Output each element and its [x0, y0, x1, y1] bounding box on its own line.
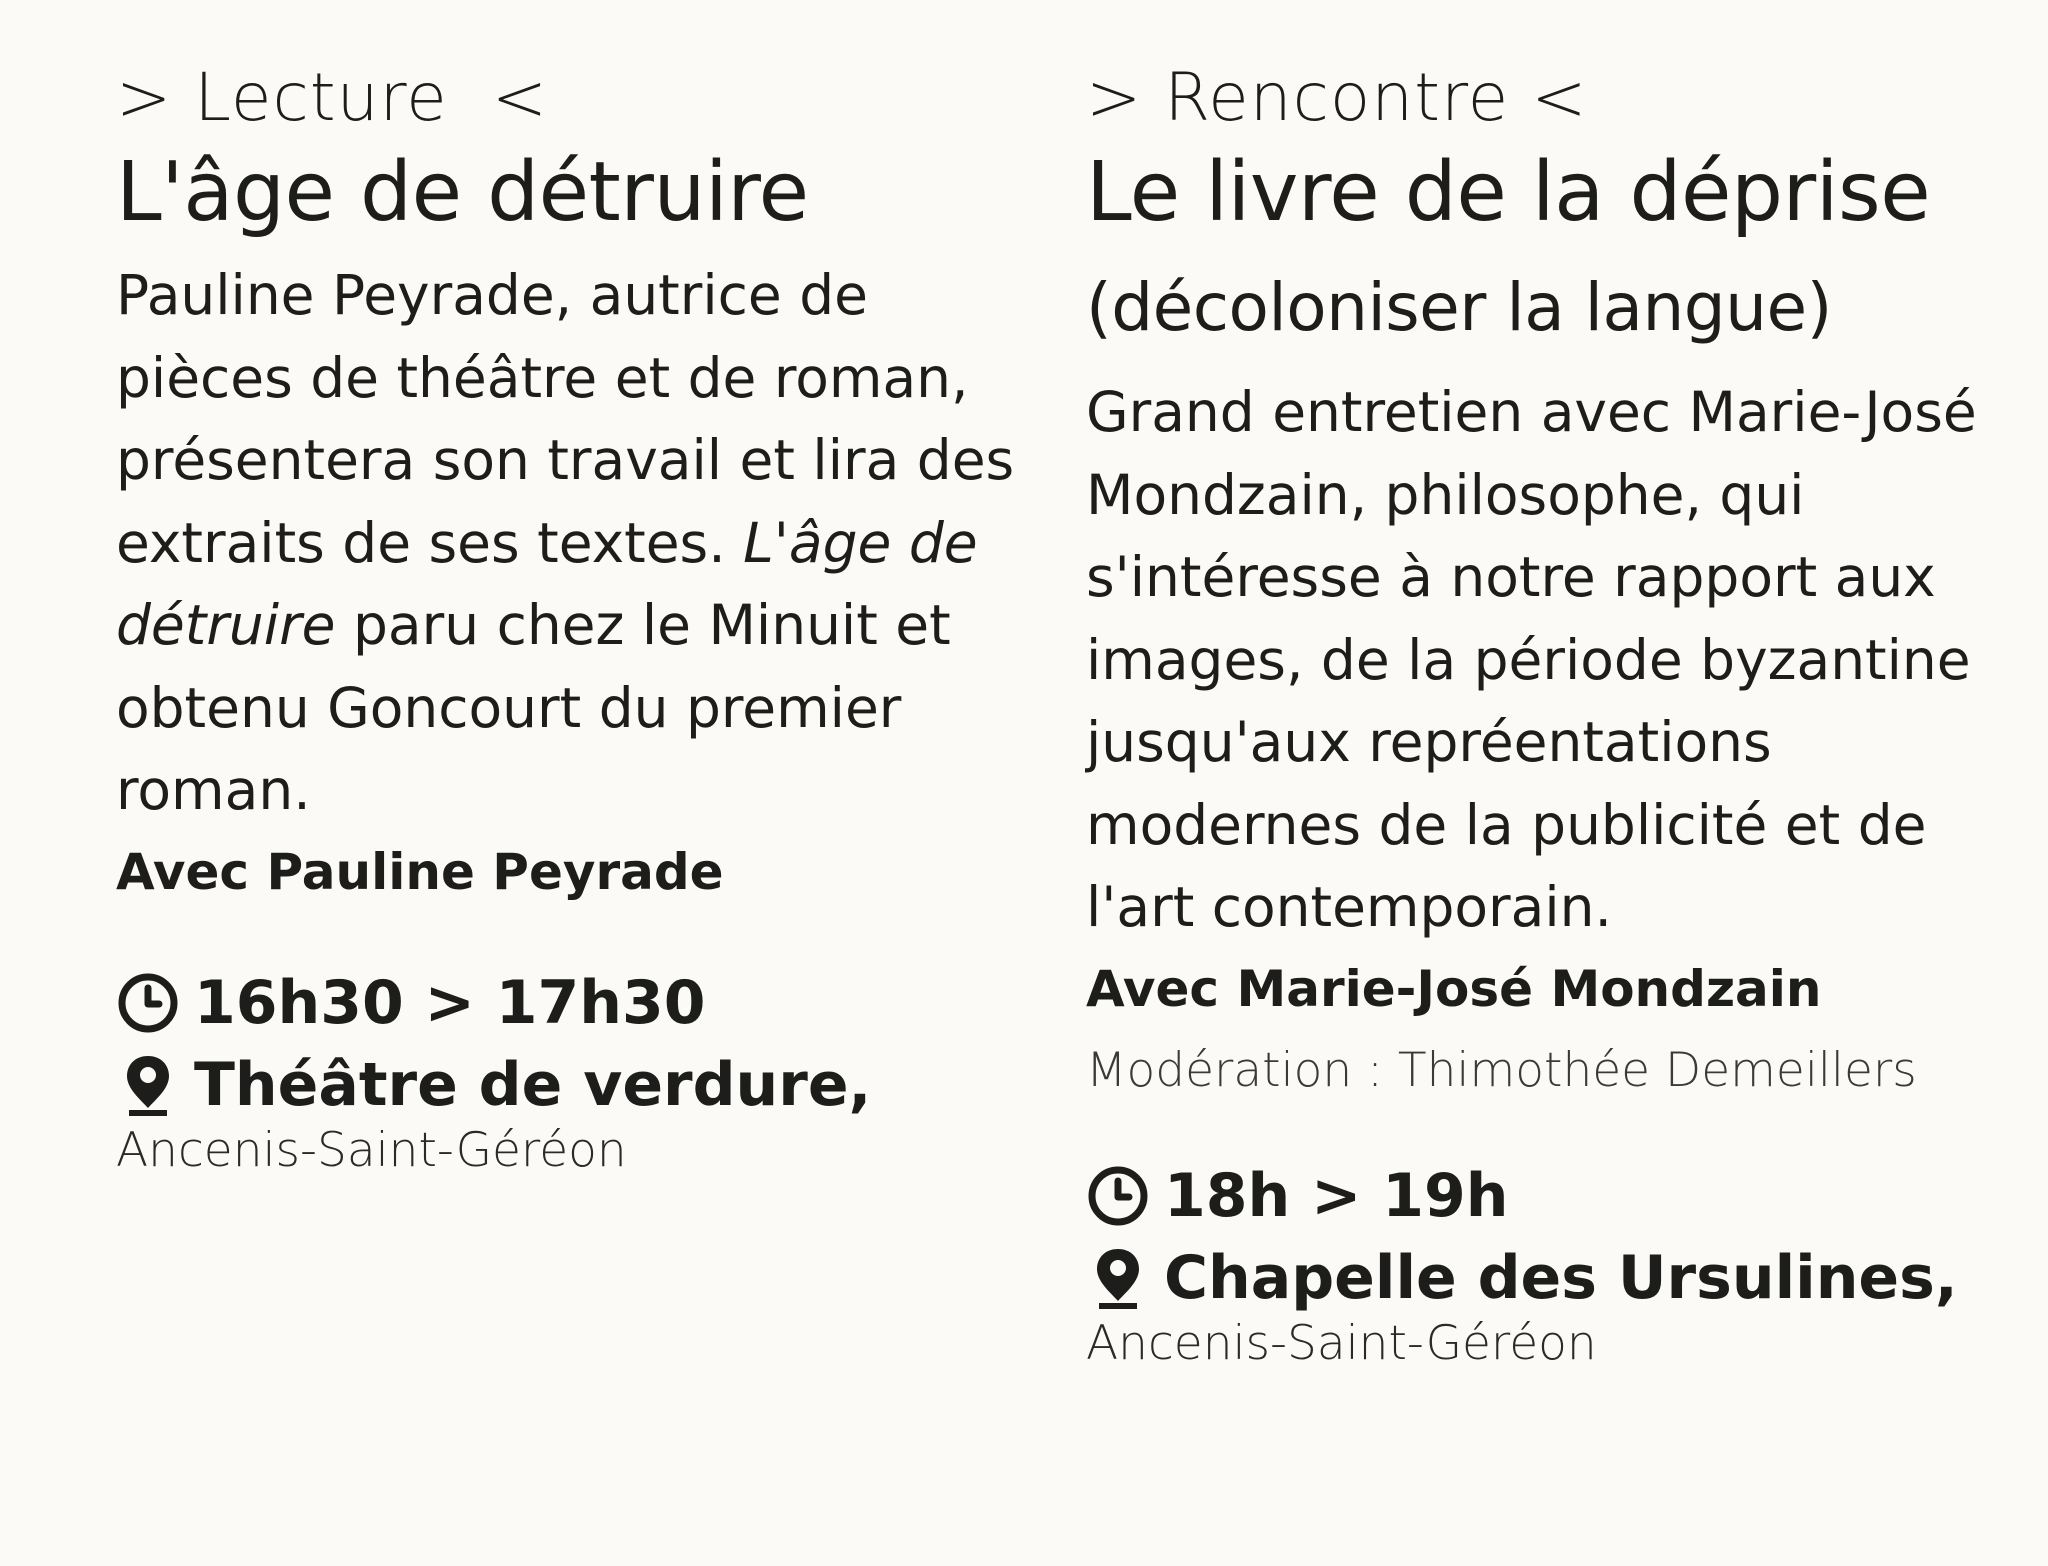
event-rencontre — [1086, 58, 2016, 1369]
event-subtitle: (décoloniser la langue) — [1086, 269, 1832, 346]
event-description — [116, 254, 1016, 832]
event-description: Grand entretien avec Marie-José Mondzain, philosophe, qui s'intéresse à notre rapport aux images, de la période byzantine jusqu'aux repréentations modernes de la publicité et de l'art contemporain. — [1086, 380, 1977, 939]
event-category: > Rencontre < — [1086, 59, 1588, 136]
map-pin-icon — [116, 1052, 180, 1118]
book-title: L'âge de détruire — [116, 510, 978, 657]
map-pin-icon — [1086, 1245, 1150, 1311]
event-place-text: Théâtre de verdure, — [194, 1049, 872, 1120]
event-info — [116, 962, 1016, 1176]
event-guest: Avec Marie-José Mondzain — [1086, 959, 1822, 1018]
event-place — [116, 1044, 1016, 1126]
event-time-text: 18h > 19h — [1164, 1160, 1509, 1231]
clock-icon — [1086, 1165, 1150, 1227]
description-text-end: paru chez le Minuit et obtenu Goncourt du premier roman. — [116, 593, 951, 822]
event-place-text: Chapelle des Ursulines, — [1164, 1242, 1958, 1313]
event-place — [1086, 1237, 2016, 1319]
event-moderation: Modération : Thimothée Demeillers — [1086, 1042, 1917, 1098]
event-title-main: Le livre de la déprise — [1086, 145, 1931, 240]
clock-icon — [116, 972, 180, 1034]
event-lecture — [116, 58, 1016, 1176]
event-time — [116, 962, 1016, 1044]
event-city: Ancenis-Saint-Géréon — [116, 1122, 627, 1178]
event-category: > Lecture < — [116, 59, 549, 136]
event-info — [1086, 1155, 2016, 1369]
description-text: Pauline Peyrade, autrice de pièces de théâtre et de roman, présentera son travail et lira des extraits de ses textes. — [116, 263, 1015, 575]
event-title — [1086, 138, 2016, 363]
event-guest: Avec Pauline Peyrade — [116, 842, 724, 901]
event-time — [1086, 1155, 2016, 1237]
event-title: L'âge de détruire — [116, 145, 809, 240]
event-city: Ancenis-Saint-Géréon — [1086, 1315, 1597, 1371]
event-time-text: 16h30 > 17h30 — [194, 967, 706, 1038]
